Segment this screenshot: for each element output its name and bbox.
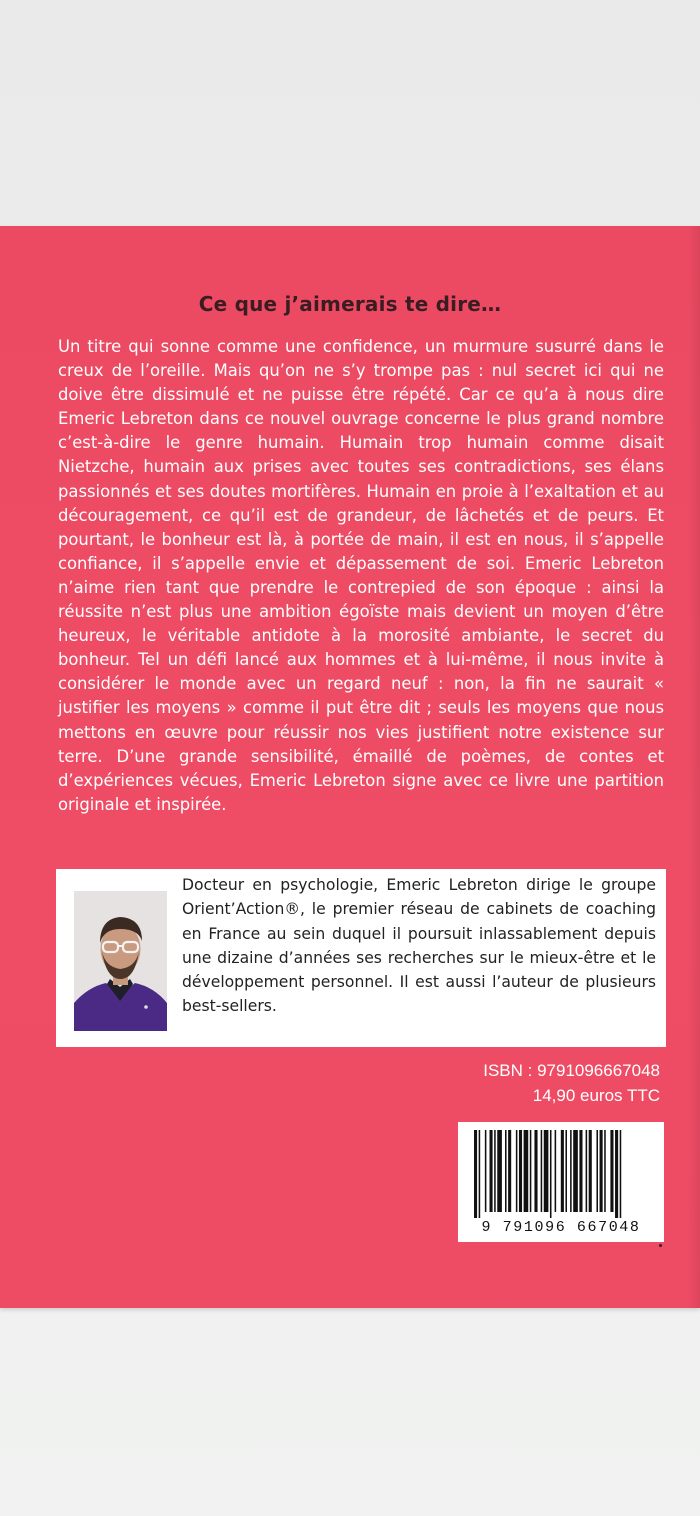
- cover-mark: [659, 1244, 662, 1247]
- cover-edge-shadow: [688, 226, 700, 1308]
- author-bio-panel: [56, 869, 666, 1047]
- barcode-bar: [524, 1130, 529, 1212]
- barcode-icon: [474, 1130, 648, 1220]
- barcode-bar: [620, 1130, 622, 1218]
- barcode-bar: [610, 1130, 613, 1212]
- barcode-bar: [534, 1130, 537, 1212]
- barcode-bar: [600, 1130, 603, 1212]
- barcode-bar: [490, 1130, 493, 1212]
- barcode-bar: [541, 1130, 543, 1212]
- barcode-bar: [570, 1130, 572, 1212]
- barcode-bar: [544, 1130, 549, 1212]
- barcode-bar: [586, 1130, 588, 1212]
- barcode-bar: [615, 1130, 618, 1218]
- book-blurb: Un titre qui sonne comme une confidence, un murmure susurré dans le creux de l’oreille. Mais qu’on ne s’y trompe pas : nul secret ici qui ne doive être dissimulé et ne puisse être répété. Car ce qu’a à nous dire Emeric Lebreton dans ce nouvel ouvrage concerne le plus grand nombre c’est-à-dire le genre humain. Humain trop humain comme disait Nietzche, humain aux prises avec toutes ses contradictions, ses élans passionnés et ses doutes mortifères. Humain en proie à l’exaltation et au découragement, ce qu’il est de grandeur, de lâchetés et de peurs. Et pourtant, le bonheur est là, à portée de main, il est en nous, il s’appelle confiance, il s’appelle envie et dépassement de soi. Emeric Lebreton n’aime rien tant que prendre le contrepied de son époque : ainsi la réussite n’est plus une ambition égoïste mais devient un moyen d’être heureux, le véritable antidote à la morosité ambiante, le secret du bonheur. Tel un défi lancé aux hommes et à lui-même, il nous invite à considérer le monde avec un regard neuf : non, la fin ne saurait « justifier les moyens » comme il put être dit ; seuls les moyens que nous mettons en œuvre pour réussir nos vies justifient notre existence sur terre. D’une grande sensibilité, émaillé de poèmes, de contes et d’expériences vécues, Emeric Lebreton signe avec ce livre une partition originale et inspirée.: [58, 337, 664, 814]
- barcode-bar: [485, 1130, 487, 1212]
- barcode-bar: [573, 1130, 578, 1212]
- author-photo: [74, 891, 167, 1031]
- barcode-bar: [579, 1130, 582, 1212]
- barcode-bar: [516, 1130, 518, 1212]
- barcode-bar: [474, 1130, 477, 1218]
- isbn-label: ISBN : 9791096667048: [483, 1061, 660, 1080]
- barcode-bar: [604, 1130, 606, 1212]
- barcode-bar: [596, 1130, 598, 1212]
- barcode-bar: [530, 1130, 532, 1212]
- barcode-bar: [555, 1130, 557, 1212]
- barcode-bar: [497, 1130, 502, 1212]
- barcode-bar: [519, 1130, 522, 1212]
- barcode-bar: [589, 1130, 592, 1212]
- barcode-bar: [479, 1130, 481, 1218]
- author-bio-text: Docteur en psychologie, Emeric Lebreton dirige le groupe Orient’Action®, le premier réseau de cabinets de coaching en France au sein duquel il poursuit inlassablement depuis une dizaine d’années ses recherches sur le mieux-être et le développement personnel. Il est aussi l’auteur de plusieurs best-sellers.: [182, 876, 656, 1016]
- barcode-panel: [458, 1122, 664, 1242]
- barcode-bar: [505, 1130, 507, 1212]
- author-portrait-icon: [74, 891, 167, 1031]
- barcode-bar: [508, 1130, 511, 1212]
- barcode-bar: [550, 1130, 552, 1218]
- book-heading: Ce que j’aimerais te dire…: [198, 292, 502, 316]
- barcode-bar: [561, 1130, 564, 1212]
- barcode-bar: [494, 1130, 496, 1212]
- barcode-digits: 9 791096 667048: [481, 1219, 641, 1236]
- price-label: 14,90 euros TTC: [532, 1086, 660, 1105]
- barcode-bar: [565, 1130, 567, 1212]
